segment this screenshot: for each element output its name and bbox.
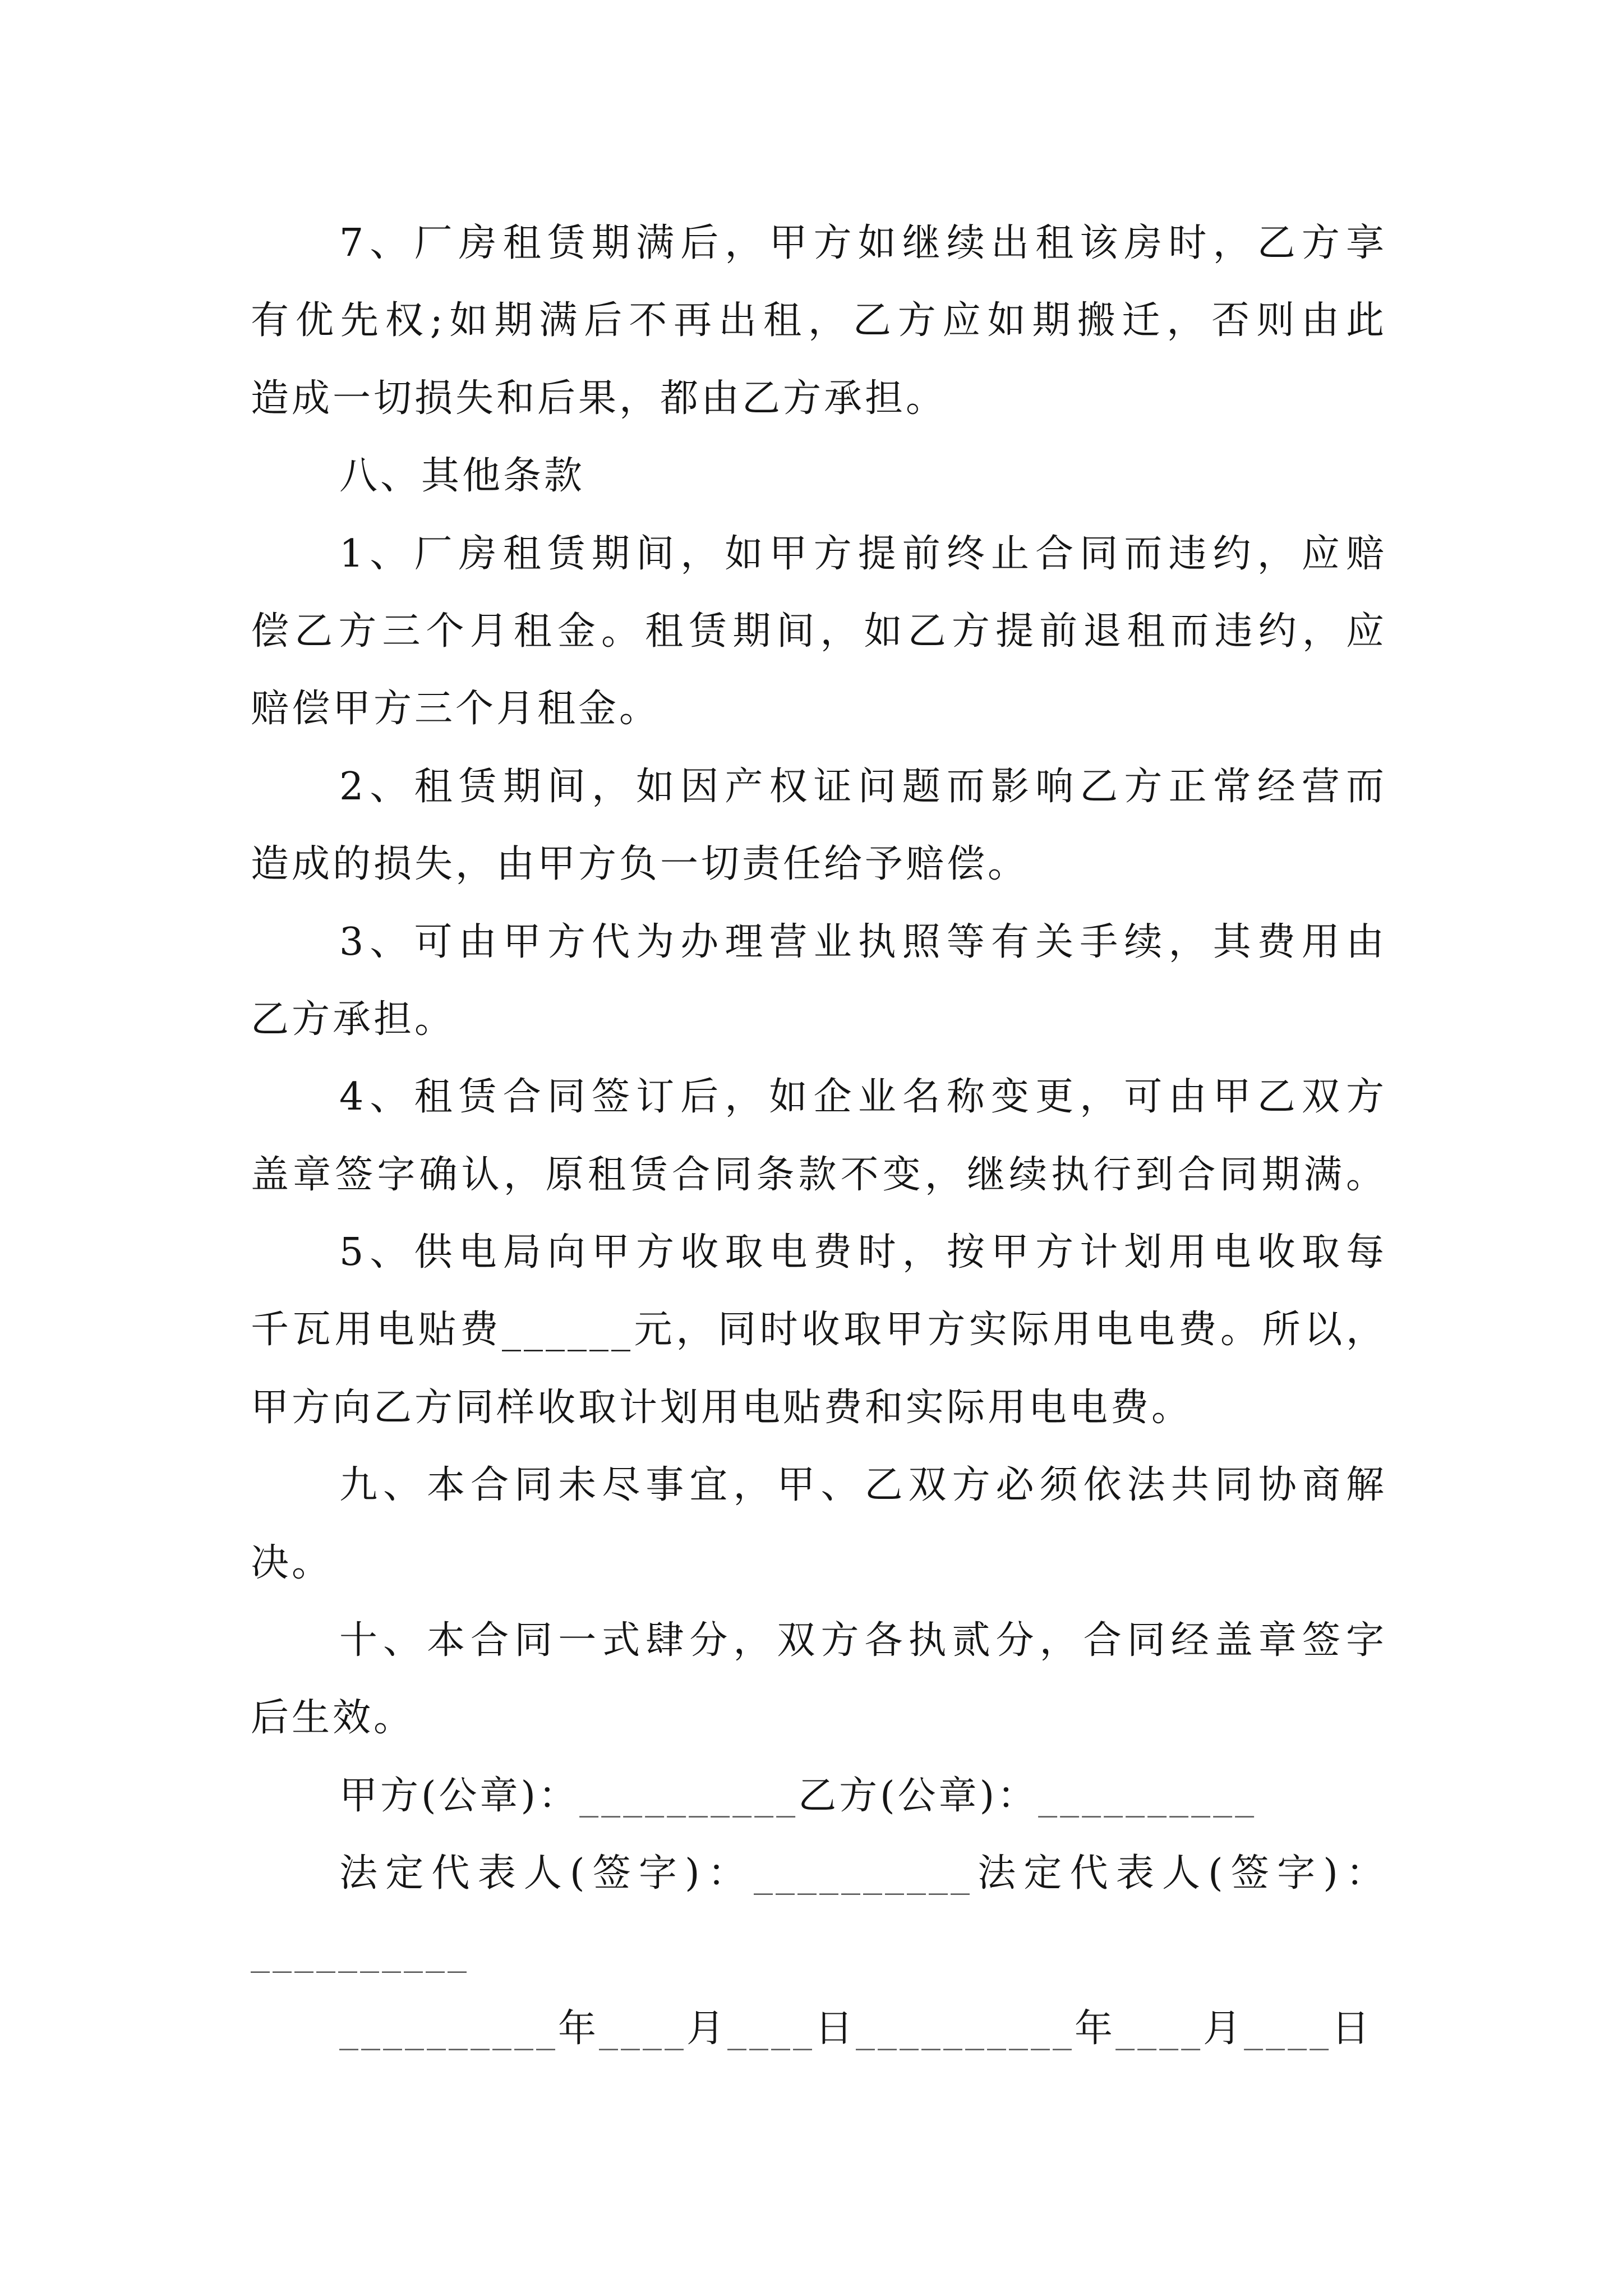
item-5-paragraph [251, 1214, 1387, 1447]
clause-10-paragraph [251, 1602, 1387, 1757]
party-b-seal-label: 乙方(公章)： [798, 1773, 1039, 1818]
body-line: 造成的损失，由甲方负一切责任给予赔偿。 [251, 842, 1029, 887]
party-b-seal-blank: __________ [1038, 1773, 1257, 1818]
party-b-month-label: 月 [1203, 2006, 1244, 2051]
body-line: 十、本合同一式肆分，双方各执贰分，合同经盖章签字 [339, 1618, 1387, 1663]
item-4-paragraph [251, 1059, 1387, 1214]
party-a-month-label: 月 [686, 2006, 728, 2051]
body-line: 3、可由甲方代为办理营业执照等有关手续，其费用由 [339, 919, 1387, 964]
party-a-day-label: 日 [815, 2006, 856, 2051]
body-line: 4、租赁合同签订后，如企业名称变更，可由甲乙双方 [339, 1075, 1387, 1120]
party-b-year-label: 年 [1075, 2006, 1116, 2051]
body-line: 赔偿甲方三个月租金。 [251, 687, 661, 731]
body-line: 偿乙方三个月租金。租赁期间，如乙方提前退租而违约，应 [251, 609, 1387, 654]
body-line: 盖章签字确认，原租赁合同条款不变，继续执行到合同期满。 [251, 1152, 1387, 1197]
body-line: 千瓦用电贴费______元，同时收取甲方实际用电电费。所以， [251, 1308, 1387, 1352]
clause-7-paragraph [251, 205, 1387, 438]
body-line: 2、租赁期间，如因产权证问题而影响乙方正常经营而 [339, 764, 1387, 809]
party-b-day-label: 日 [1331, 2006, 1373, 2051]
party-a-representative-blank: __________ [754, 1851, 972, 1896]
body-line: 5、供电局向甲方收取电费时，按甲方计划用电收取每 [339, 1230, 1387, 1275]
item-3-paragraph [251, 904, 1387, 1059]
date-line [251, 1990, 1387, 2068]
party-b-representative-blank: __________ [251, 1929, 469, 1973]
contract-body [251, 205, 1387, 2068]
body-line: 九、本合同未尽事宜，甲、乙双方必须依法共同协商解 [339, 1463, 1387, 1508]
body-line: 7、厂房租赁期满后，甲方如继续出租该房时，乙方享 [339, 221, 1387, 265]
representative-continuation-line [251, 1913, 1387, 1990]
party-a-year-blank: __________ [339, 2006, 558, 2051]
body-line: 乙方承担。 [251, 997, 456, 1042]
item-2-paragraph [251, 748, 1387, 904]
party-b-year-blank: __________ [856, 2006, 1075, 2051]
section-heading-line: 八、其他条款 [339, 454, 585, 499]
party-a-seal-label: 甲方(公章)： [339, 1773, 580, 1818]
party-b-day-blank: ____ [1244, 2006, 1332, 2051]
clause-9-paragraph [251, 1447, 1387, 1602]
party-a-seal-blank: __________ [579, 1773, 799, 1818]
body-line: 1、厂房租赁期间，如甲方提前终止合同而违约，应赔 [339, 531, 1387, 576]
body-line: 决。 [251, 1540, 333, 1585]
party-a-month-blank: ____ [599, 2006, 687, 2051]
party-b-month-blank: ____ [1115, 2006, 1204, 2051]
body-line: 造成一切损失和后果，都由乙方承担。 [251, 376, 947, 421]
signature-block [251, 1757, 1387, 2068]
party-a-year-label: 年 [558, 2006, 600, 2051]
body-line: 甲方向乙方同样收取计划用电贴费和实际用电电费。 [251, 1385, 1193, 1430]
seal-line [251, 1757, 1387, 1835]
party-a-day-blank: ____ [727, 2006, 815, 2051]
body-line: 有优先权;如期满后不再出租，乙方应如期搬迁，否则由此 [251, 298, 1387, 343]
representative-line [251, 1835, 1387, 1912]
party-a-representative-label: 法定代表人(签字)： [339, 1851, 754, 1896]
item-1-paragraph [251, 516, 1387, 748]
section-8-heading [251, 438, 1387, 515]
party-b-representative-label: 法定代表人(签字)： [972, 1851, 1387, 1896]
body-line: 后生效。 [251, 1696, 415, 1741]
